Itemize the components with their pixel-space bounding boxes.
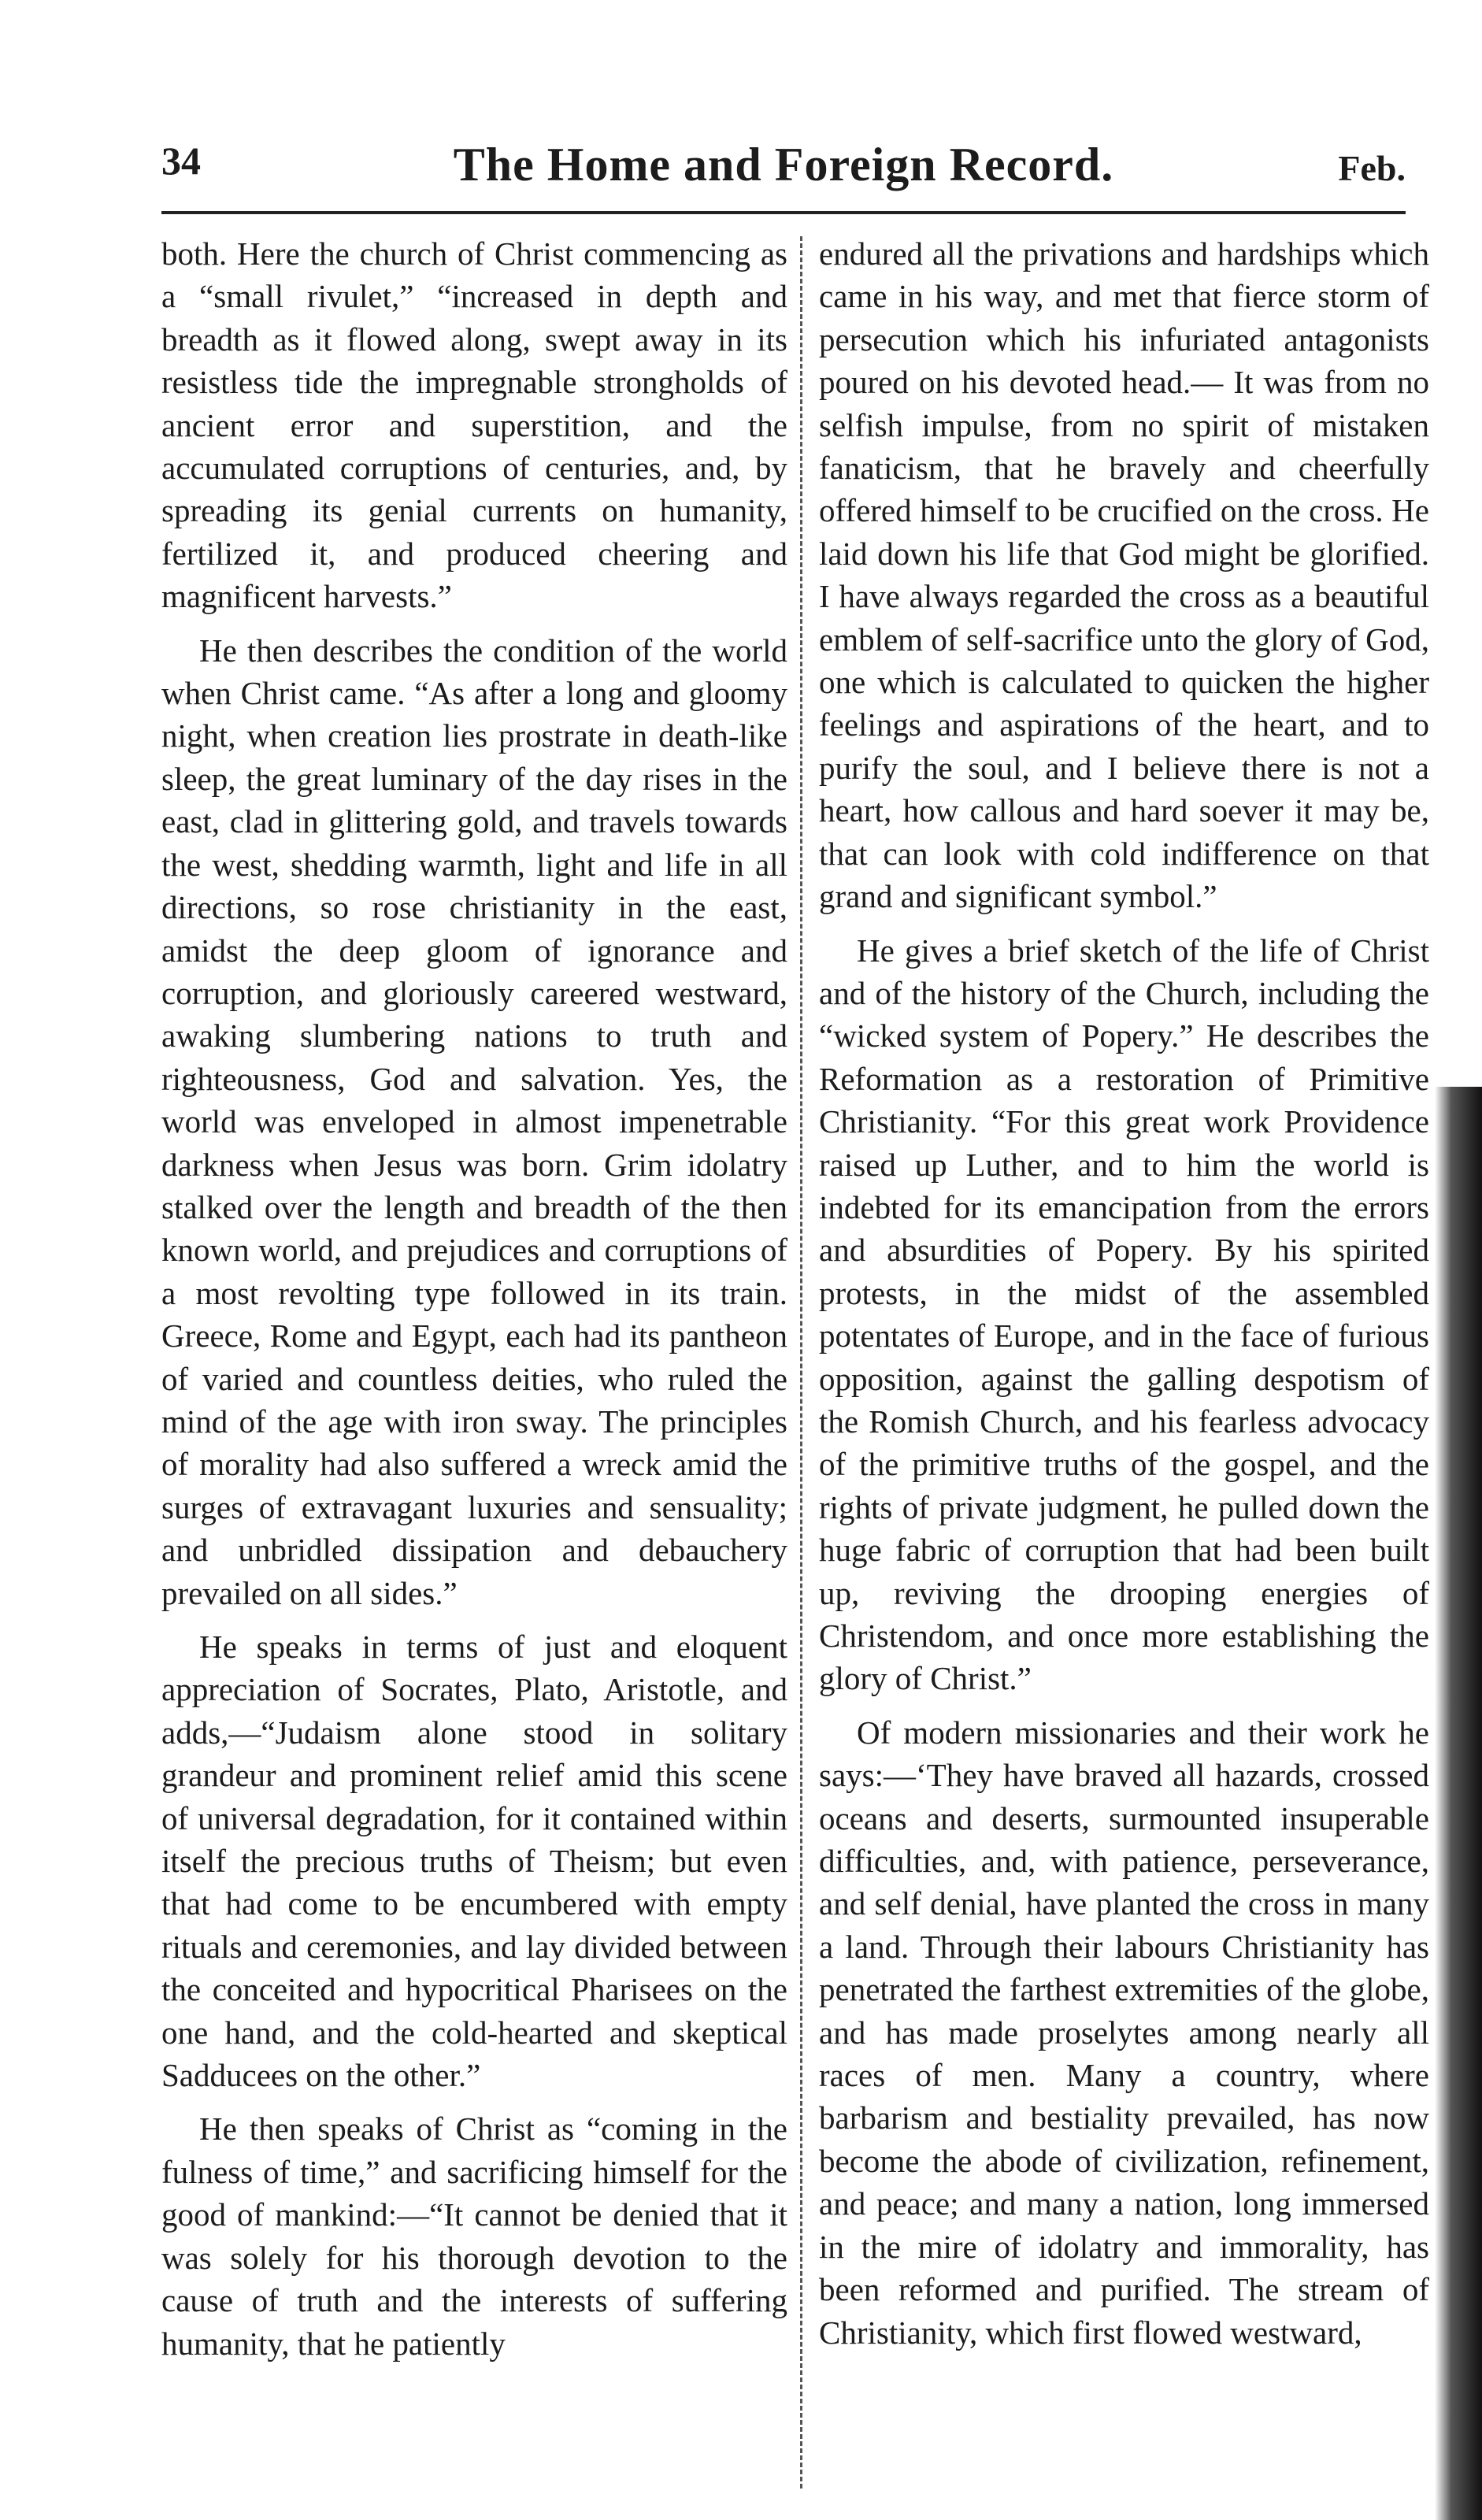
running-header — [161, 138, 1406, 201]
paragraph: both. Here the church of Christ commencing as a “small rivulet,” “increased in depth and breadth as it flowed along, swept away in its resistless tide the impregnable strongholds of ancient error and superstition, and the accumulated corruptions of centuries, and, by spreading its genial currents on humanity, fertilized it, and produced cheering and magnificent harvests.” — [161, 235, 787, 615]
paragraph: endured all the privations and hardships which came in his way, and met that fierce storm of persecution which his infuriated antagonists poured on his devoted head.— It was from no selfish impulse, from no spirit of mistaken fanaticism, that he bravely and cheerfully offered himself to be crucified on the cross. He laid down his life that God might be glorified. I have always regarded the cross as a beautiful emblem of self-sacrifice unto the glory of God, one which is calculated to quicken the higher feelings and aspirations of the heart, and to purify the soul, and I believe there is not a heart, how callous and hard soever it may be, that can look with cold indifference on that grand and significant symbol.” — [819, 235, 1429, 915]
paragraph: He speaks in terms of just and eloquent appreciation of Socrates, Plato, Aristotle, and adds,—“Judaism alone stood in solitary grandeur and prominent relief amid this scene of universal degradation, for it contained within itself the precious truths of Theism; but even that had come to be encumbered with empty rituals and ceremonies, and lay divided between the conceited and hypocritical Pharisees on the one hand, and the cold-hearted and skeptical Sadducees on the other.” — [161, 1629, 787, 2094]
right-column — [819, 232, 1429, 2500]
paragraph: He then describes the condition of the world when Christ came. “As after a long and gloomy night, when creation lies prostrate in death-like sleep, the great luminary of the day rises in the east, clad in glittering gold, and travels towards the west, shedding warmth, light and life in all directions, so rose christianity in the east, amidst the deep gloom of ignorance and corruption, and gloriously careered westward, awaking slumbering nations to truth and righteousness, God and salvation. Yes, the world was enveloped in almost impenetrable darkness when Jesus was born. Grim idolatry stalked over the length and breadth of the then known world, and prejudices and corruptions of a most revolting type followed in its train. Greece, Rome and Egypt, each had its pantheon of varied and countless deities, who ruled the mind of the age with iron sway. The principles of morality had also suffered a wreck amid the surges of extravagant luxuries and sensuality; and unbridled dissipation and debauchery prevailed on all sides.” — [161, 632, 787, 1611]
header-rule — [161, 211, 1406, 214]
page-edge-shadow — [1435, 1087, 1482, 2520]
page-number: 34 — [161, 139, 201, 183]
left-column — [161, 232, 787, 2500]
header-month: Feb. — [1338, 148, 1406, 188]
paragraph: He then speaks of Christ as “coming in the fulness of time,” and sacrificing himself for the good of mankind:—“It cannot be denied that it was solely for his thorough devotion to the cause of truth and the interests of suffering humanity, that he patiently — [161, 2110, 787, 2362]
running-title: The Home and Foreign Record. — [453, 139, 1114, 191]
paragraph: Of modern missionaries and their work he says:—‘They have braved all hazards, crossed oceans and deserts, surmounted insuperable difficulties, and, with patience, perseverance, and self denial, have planted the cross in many a land. Through their labours Christianity has penetrated the farthest extremities of the globe, and has made proselytes among nearly all races of men. Many a country, where barbarism and bestiality prevailed, has now become the abode of civilization, refinement, and peace; and many a nation, long immersed in the mire of idolatry and immorality, has been reformed and purified. The stream of Christianity, which first flowed westward, — [819, 1714, 1429, 2351]
paragraph: He gives a brief sketch of the life of Christ and of the history of the Church, including the “wicked system of Popery.” He describes the Reformation as a restoration of Primitive Christianity. “For this great work Providence raised up Luther, and to him the world is indebted for its emancipation from the errors and absurdities of Popery. By his spirited protests, in the midst of the assembled potentates of Europe, and in the face of furious opposition, against the galling despotism of the Romish Church, and his fearless advocacy of the primitive truths of the gospel, and the rights of private judgment, he pulled down the huge fabric of corruption that had been built up, reviving the drooping energies of Christendom, and once more establishing the glory of Christ.” — [819, 932, 1429, 1697]
column-divider — [800, 236, 802, 2488]
